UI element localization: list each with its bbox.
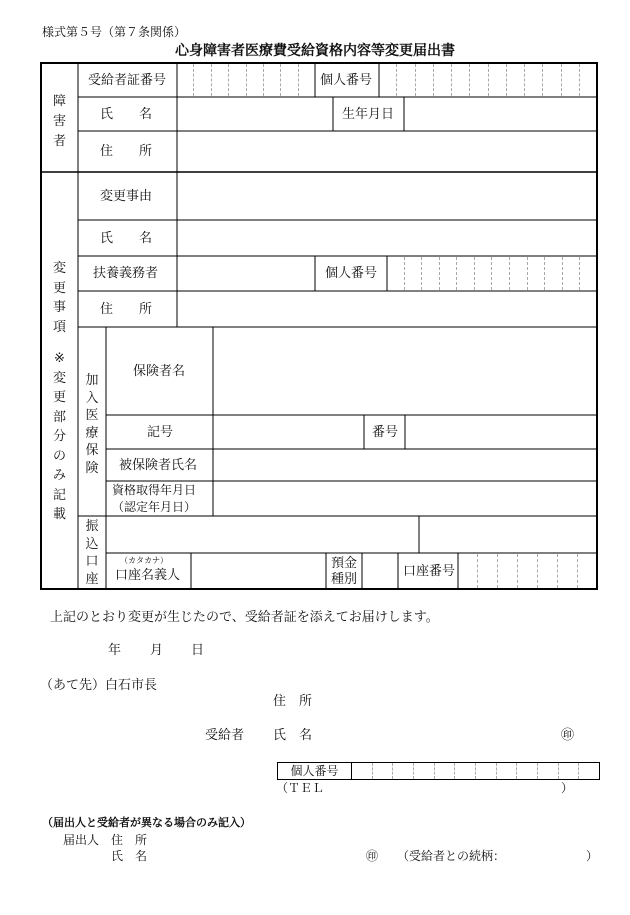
account-number-label: 口座番号 [403, 564, 456, 579]
change-reason-label: 変更事由 [100, 189, 153, 204]
supporter-indiv-number-label: 個人番号 [325, 266, 378, 281]
recipient-seal-mark: ㊞ [561, 728, 575, 743]
indiv-number-cells[interactable] [379, 64, 597, 96]
change-address-label: 住 所 [100, 302, 153, 317]
birth-date-label: 生年月日 [342, 107, 395, 122]
change-name-label: 氏 名 [100, 231, 153, 246]
notifier-address-label: 住 所 [111, 833, 148, 847]
recipient-indiv-number-label: 個人番号 [278, 763, 352, 779]
tel-label: （ＴＥＬ [276, 781, 325, 795]
deposit-type-label-1: 預金 [331, 556, 358, 571]
supporter-indiv-number-cells[interactable] [387, 257, 597, 290]
insurance-label: 加 入 医 療 保 険 [85, 373, 99, 476]
kana-note: （カタカナ） [120, 556, 168, 565]
deposit-type-label-2: 種別 [331, 572, 358, 587]
symbol-label: 記号 [147, 425, 174, 440]
notifier-role-label: 届出人 [63, 833, 100, 847]
number-label: 番号 [372, 425, 399, 440]
recipient-indiv-number-box[interactable] [277, 762, 600, 780]
insured-name-label: 被保険者氏名 [119, 458, 198, 473]
account-holder-label: 口座名義人 [115, 568, 181, 583]
form-number: 様式第５号（第７条関係） [42, 25, 187, 39]
tel-close: ） [561, 781, 574, 795]
notifier-name-label: 氏 名 [111, 849, 148, 863]
certified-date-label: （認定年月日） [112, 500, 197, 514]
addressee: （あて先）白石市長 [40, 678, 158, 693]
page-title: 心身障害者医療費受給資格内容等変更届出書 [175, 43, 455, 59]
acquired-date-label: 資格取得年月日 [112, 483, 197, 497]
indiv-number-label: 個人番号 [320, 73, 373, 88]
date-day: 日 [191, 643, 205, 658]
recipient-address-label: 住 所 [273, 694, 313, 709]
change-section-label: 変 更 事 項 ※ 変 更 部 分 の み 記 載 [52, 261, 66, 522]
relation-label: （受給者との続柄： [397, 849, 506, 863]
recipient-name-label: 氏 名 [273, 728, 313, 743]
notifier-seal-mark: ㊞ [366, 849, 379, 863]
relation-close: ） [586, 849, 599, 863]
name-label: 氏 名 [100, 107, 153, 122]
bank-account-label: 振 込 口 座 [85, 519, 99, 587]
cert-number-cells[interactable] [177, 64, 315, 96]
date-year: 年 [108, 643, 122, 658]
date-month: 月 [150, 643, 164, 658]
notifier-note: （届出人と受給者が異なる場合のみ記入） [42, 816, 251, 829]
recipient-indiv-number-cells[interactable] [352, 763, 599, 779]
recipient-role-label: 受給者 [205, 728, 245, 743]
account-number-cells[interactable] [458, 554, 597, 588]
cert-number-label: 受給者証番号 [88, 73, 167, 88]
supporter-label: 扶養義務者 [93, 266, 159, 281]
insurer-label: 保険者名 [133, 364, 186, 379]
address-label: 住 所 [100, 144, 153, 159]
declaration-text: 上記のとおり変更が生じたので、受給者証を添えてお届けします。 [50, 610, 439, 625]
person-section-label: 障 害 者 [52, 94, 66, 149]
